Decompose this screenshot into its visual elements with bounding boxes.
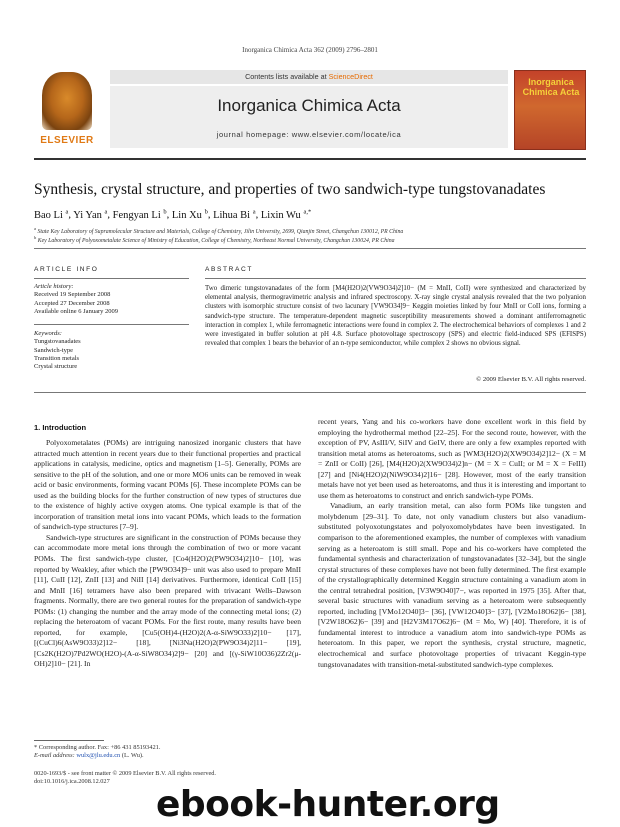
author: Bao Li $^a$ [34,208,69,221]
footnotes [34,744,301,760]
author-affiliation-marker: b [204,208,208,215]
sciencedirect-link[interactable]: ScienceDirect [328,72,373,81]
intro-right-column [318,417,586,765]
intro-paragraph: Polyoxometalates (POMs) are intriguing nanosized inorganic clusters that have attracted much attention in recent years due to their functional properties and practical applications in catalysis, medicine, optics and magnetism [1–5]. Generally, POMs are sensitive to the pH of the solution, and one or more MO6 units can be removed in weak acid or basic environments, forming vacant POMs [6]. These incomplete POMs can be used as the building blocks for the further construction of new types of structures due to the existence of highly active oxygen atoms. One typical example is that of the incorporation of transition metal ions into vacant POMs, which leads to the formation of sandwich-type structures [7–9]. [34,438,301,532]
abstract-copyright: © 2009 Elsevier B.V. All rights reserved. [476,376,586,383]
keyword: Sandwich-type [34,346,73,354]
cover-title: Inorganica Chimica Acta [522,77,580,97]
author-affiliation-marker: a,* [303,208,312,215]
affiliation-a: $^a$ State Key Laboratory of Supramolecular Structure and Materials, College of Chemistry, Jilin University, 2699, Qianjin Street, Changchun 130012, PR China [34,226,404,235]
author: Lihua Bi $^a$ [213,208,256,221]
paper-title: Synthesis, crystal structure, and properties of two sandwich-type tungstovanadates [34,181,546,198]
history-label: Article history: [34,283,74,290]
affiliation-b: $^b$ Key Laboratory of Polyoxometalate Science of Ministry of Education, College of Chemistry, Northeast Normal University, Changchun 130024, PR China [34,235,395,244]
article-history [34,283,184,316]
author-affiliation-marker: a [65,208,69,215]
keyword: Tungstovanadates [34,338,81,346]
intro-paragraph: Vanadium, an early transition metal, can also form POMs like tungsten and molybdenum [29–31]. To date, not only vanadium clusters but also vanadium-substituted polyoxotungstates and polyoxomolybdates have been investigated. In comparison to the aforementioned examples, the number of complexes with vanadium serving as a heteroatom is still small. Pope and his co-workers have completed the fundamental synthesis and characterization of tungstovanadates [32–34], but the single crystal structures of these complexes have not been fully determined. The first example of the crystallographically determined Keggin structure containing a vanadium atom in the central tetrahedral position, [V3W9O40]7−, was reported in 1975 [35]. After that, several basic structures with vanadium serving as a heteroatom were subsequently reported, including [VMo12O40]3− [36], [VW12O40]3− [37], [V2Mo18O62]6− [38], [V2W18O62]6− [39] and [H2V3M17O62]6− (M = Mo, W) [40]. Therefore, it is of fundamental interest to introduce a vanadium atom into sandwich-type POMs as heteroatom. In this paper, we report the synthesis, crystal structure, magnetic, electrochemical and surface photovoltage properties of trivacant Keggin-type tungstovanadates with transition-metal-substituted sandwich-type complexes. [318,501,586,669]
intro-left-column [34,438,301,734]
elsevier-logo [34,70,100,150]
journal-title: Inorganica Chimica Acta [217,96,401,115]
elsevier-wordmark: ELSEVIER [40,135,94,146]
author: Fengyan Li $^b$ [112,208,167,221]
author: Yi Yan $^a$ [73,208,108,221]
journal-reference: Inorganica Chimica Acta 362 (2009) 2796–2801 [242,46,378,54]
author-affiliation-marker: b [163,208,167,215]
corresponding-author-note: * Corresponding author. Fax: +86 431 85193421. [34,744,161,751]
author-affiliation-marker: a [252,208,256,215]
journal-homepage[interactable]: journal homepage: www.elsevier.com/locate/ica [216,130,402,139]
email-note: E-mail address: wulx@jlu.edu.cn (L. Wu). [34,752,144,759]
email-link[interactable]: wulx@jlu.edu.cn [76,752,121,759]
online-date: Available online 6 January 2009 [34,307,118,315]
author-affiliation-marker: a [104,208,108,215]
author: Lixin Wu $^{a,*}$ [260,208,312,221]
keywords-label: Keywords: [34,330,62,337]
accepted-date: Accepted 27 December 2008 [34,299,110,307]
doi-line[interactable]: doi:10.1016/j.ica.2008.12.027 [34,778,110,785]
intro-paragraph: recent years, Yang and his co-workers have done excellent work in this field by employing the hydrothermal method [22–25]. For the second route, however, with the exception of PV, AsIII/V, SiIV and GeIV, there are only a few examples reported with transition metal atoms as heteroatoms, such as [WM3(H2O)2(XW9O34)2]12− (X = M = ZnII or CoII) [26], [M4(H2O)2(XW9O34)2]n− (M = X = CuII; or M = X = FeIII) [27] and [Ni4(H2O)2(NiW9O34)2]16− [28]. However, most of the early transition metals have not yet been used as heteroatoms, and thus it is interesting and important to use them as heteroatoms to construct and enrich sandwich-type POMs. [318,417,586,500]
author: Lin Xu $^b$ [171,208,208,221]
abstract-rule [205,278,586,279]
header-rule [34,158,586,160]
watermark: ebook-hunter.org [156,784,500,825]
journal-title-box [110,86,508,148]
journal-cover-image [514,70,586,150]
masthead-center [110,70,508,150]
abstract-heading: ABSTRACT [205,266,253,273]
abstract-bottom-rule [34,392,586,393]
masthead [34,70,586,152]
contents-prefix: Contents lists available at [245,72,329,81]
section-heading-introduction: 1. Introduction [34,423,87,432]
keywords-block [34,330,184,371]
keyword: Transition metals [34,354,80,362]
article-info-rule [34,278,189,279]
affiliation-rule [34,248,586,249]
contents-strip [110,70,508,84]
elsevier-tree-icon [42,72,92,130]
history-rule [34,324,189,325]
footnote-rule [34,740,104,741]
received-date: Received 19 September 2008 [34,291,111,299]
keyword: Crystal structure [34,363,78,371]
issn-line: 0020-1693/$ - see front matter © 2009 Elsevier B.V. All rights reserved. [34,770,216,777]
article-info-heading: ARTICLE INFO [34,266,99,273]
abstract-text: Two dimeric tungstovanadates of the form [M4(H2O)2(VW9O34)2]10− (M = MnII, CoII) were synthesized and characterized by elemental analysis, thermogravimetric analysis and infrared spectroscopy. X-ray single crystal analysis revealed that the two polyanion clusters with isomorphic structure consist of two lacunary [VW9O34]9− Keggin moieties linked by four MnII or CoII ions, forming a sandwich-type structure. The temperature-dependent magnetic susceptibility measurements showed a dominant antiferromagnetic interaction in complex 1, while ferromagnetic interactions were found in complex 2. The electrochemical behaviors of complexes 1 and 2 were investigated in buffer solution at pH 4.8. Surface photovoltage spectroscopy (SPS) and electric field-induced SPS (EFISPS) revealed that complex 1 bears the behavior of an n-type semiconductor, while complex 2 shows no obvious signal. [205,285,586,348]
intro-paragraph: Sandwich-type structures are significant in the construction of POMs because they can accommodate more metal ions through the combination of two or more vacant POMs. The first sandwich-type cluster, [Co4(H2O)2(PW9O34)2]10− [10], was reported by Weakley, after which the [PW9O34]9− unit was also used to prepare MnII [11], CuII [12], ZnII [13] and NiII [14] derivatives. Furthermore, identical CoII [15] and MnII [16] tetramers have also been prepared with trivacant Wells–Dawson fragments. Normally, there are two general routes for the preparation of sandwich-type POMs: (1) changing the number and the array mode of the connecting metal ions; (2) replacing the heteroatom of vacant POMs. For the first route, many results have been reported, for example, [Cu5(OH)4-(H2O)2(A-α-SiW9O33)2]10− [17], [(CuCl)6(AsW9O33)2]12− [18], [Ni3Na(H2O)2(PW9O34)2]11− [19], [Cs2K(H2O)7Pd2WO(H2O)-(A-α-SiW8O34)2]9− [20] and [(γ-SiW10O36)2Zr2(μ-OH)2]10− [21]. In [34,532,301,669]
author-list: Bao Li $^a$, Yi Yan $^a$, Fengyan Li $^b$, Lin Xu $^b$, Lihua Bi $^a$, Lixin Wu $^{a,*}$ [34,208,312,221]
